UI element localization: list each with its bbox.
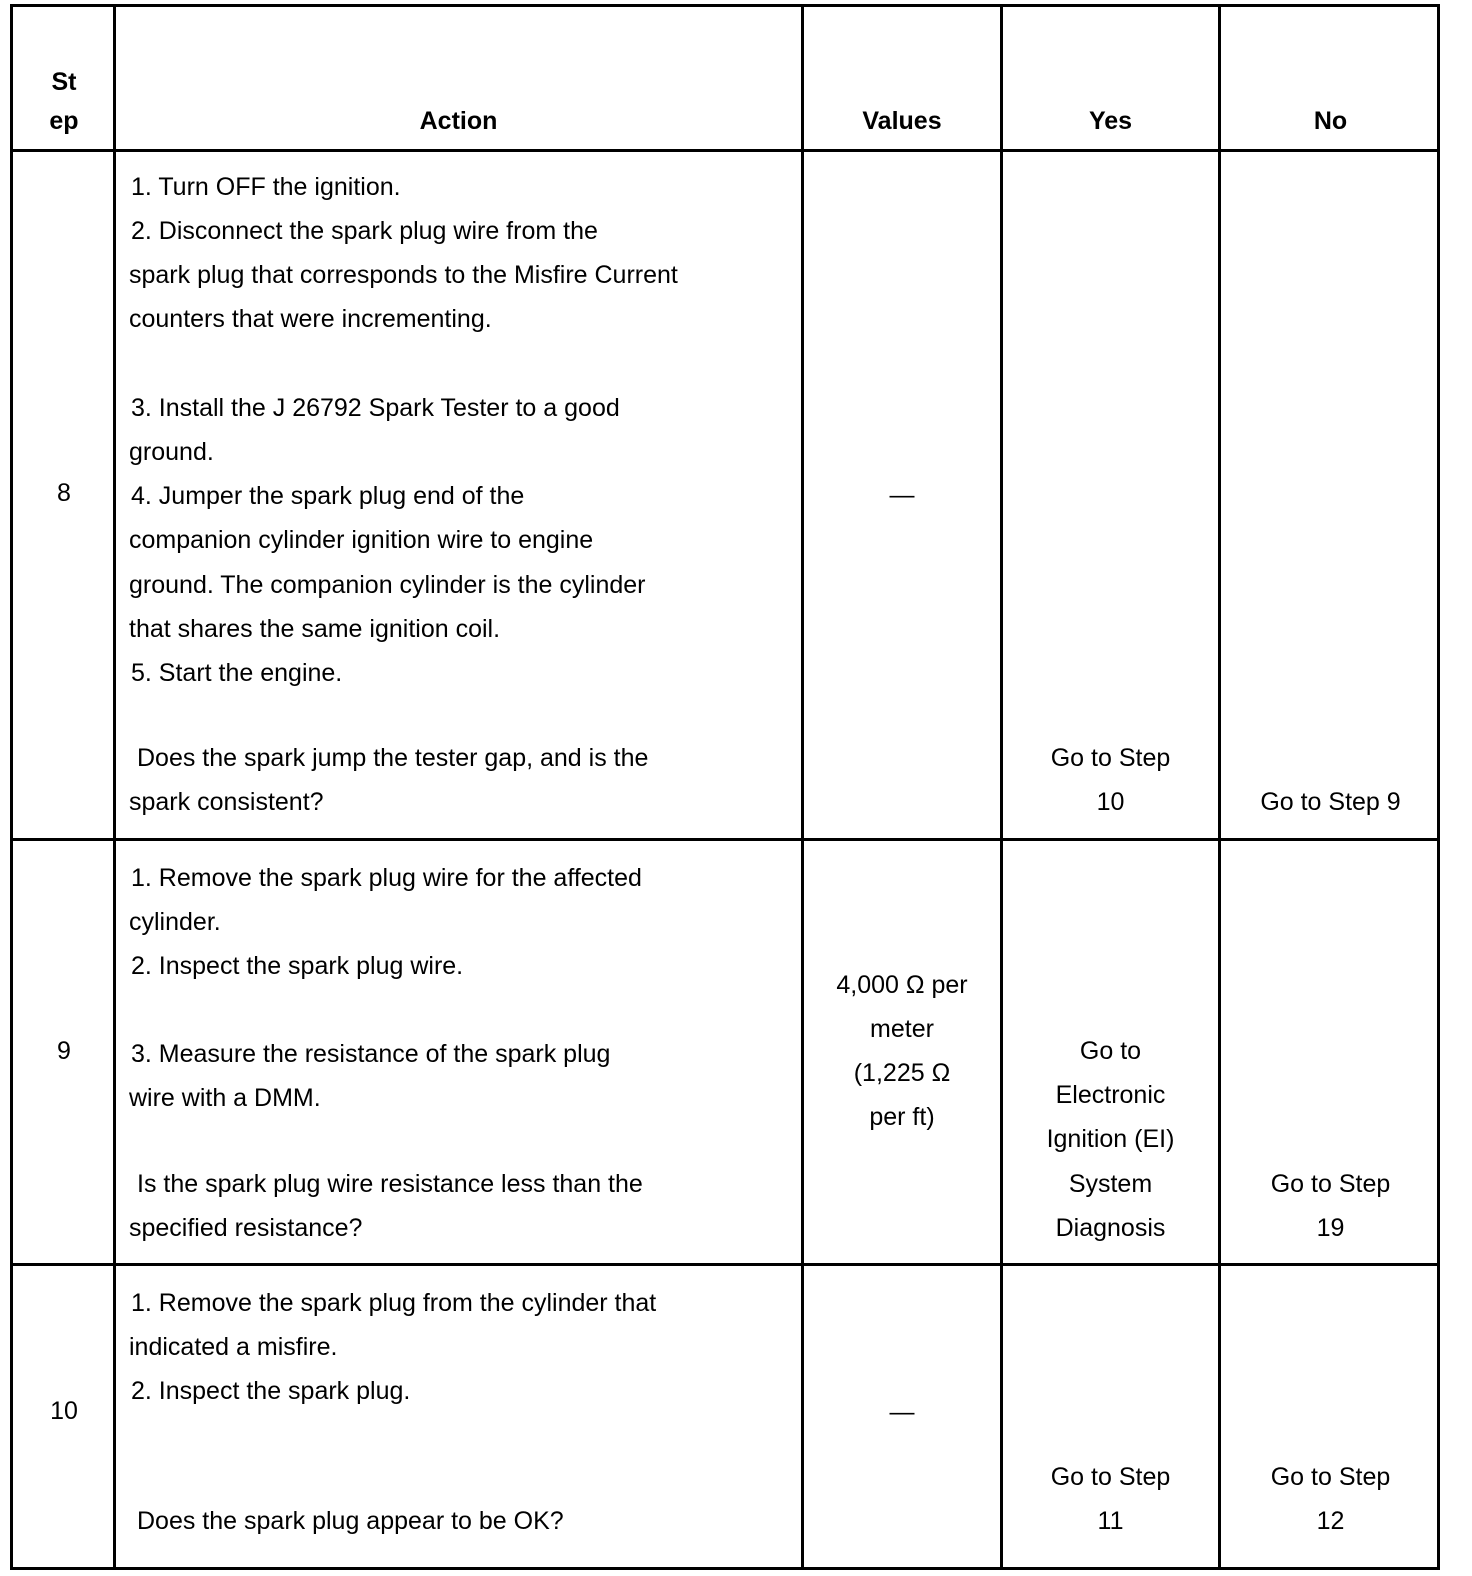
column-divider: [113, 7, 116, 1567]
row-divider: [13, 1263, 1437, 1266]
yes-cell: 11: [1097, 1507, 1124, 1535]
action-line: counters that were incrementing.: [129, 305, 492, 333]
action-line: 3. Install the J 26792 Spark Tester to a good: [131, 394, 620, 422]
value-cell: —: [889, 1398, 915, 1426]
header-values: Values: [862, 107, 942, 135]
action-line: 1. Remove the spark plug wire for the affected: [131, 864, 642, 892]
header-step-line1: St: [51, 68, 77, 96]
yes-cell: Go to: [1079, 1037, 1142, 1065]
action-question: Does the spark plug appear to be OK?: [137, 1507, 564, 1535]
header-step-line2: ep: [49, 107, 79, 135]
yes-cell: Ignition (EI): [1046, 1125, 1175, 1153]
diagnostic-table: [10, 4, 1440, 1570]
value-cell: 4,000 Ω per: [836, 971, 968, 999]
value-cell: per ft): [869, 1103, 935, 1131]
yes-cell: Diagnosis: [1055, 1214, 1166, 1242]
no-cell: 12: [1316, 1507, 1345, 1535]
action-line: ground.: [129, 438, 214, 466]
no-cell: Go to Step: [1270, 1170, 1391, 1198]
action-question: spark consistent?: [129, 788, 324, 816]
yes-cell: Go to Step: [1050, 744, 1171, 772]
value-cell: meter: [870, 1015, 934, 1043]
action-line: wire with a DMM.: [129, 1084, 321, 1112]
row-divider: [13, 838, 1437, 841]
action-line: ground. The companion cylinder is the cylinder: [129, 571, 646, 599]
value-cell: —: [889, 481, 915, 509]
action-line: that shares the same ignition coil.: [129, 615, 501, 643]
column-divider: [801, 7, 804, 1567]
action-question: Is the spark plug wire resistance less than the: [137, 1170, 643, 1198]
action-line: spark plug that corresponds to the Misfire Current: [129, 261, 678, 289]
action-line: cylinder.: [129, 908, 221, 936]
action-line: 2. Disconnect the spark plug wire from the: [131, 217, 598, 245]
action-line: 3. Measure the resistance of the spark plug: [131, 1040, 611, 1068]
yes-cell: Go to Step: [1050, 1463, 1171, 1491]
step-number: 9: [57, 1037, 71, 1065]
no-cell: Go to Step: [1270, 1463, 1391, 1491]
yes-cell: 10: [1096, 788, 1125, 816]
header-action: Action: [419, 107, 498, 135]
action-line: 4. Jumper the spark plug end of the: [131, 482, 525, 510]
yes-cell: System: [1068, 1170, 1153, 1198]
action-question: specified resistance?: [129, 1214, 363, 1242]
action-line: 2. Inspect the spark plug.: [131, 1377, 411, 1405]
step-number: 8: [57, 479, 71, 507]
action-line: 1. Remove the spark plug from the cylinder that: [131, 1289, 657, 1317]
action-line: 2. Inspect the spark plug wire.: [131, 952, 464, 980]
no-cell: Go to Step 9: [1260, 788, 1401, 816]
header-yes: Yes: [1088, 107, 1133, 135]
no-cell: 19: [1316, 1214, 1345, 1242]
action-line: companion cylinder ignition wire to engine: [129, 526, 594, 554]
yes-cell: Electronic: [1055, 1081, 1166, 1109]
step-number: 10: [50, 1397, 78, 1425]
value-cell: (1,225 Ω: [853, 1059, 951, 1087]
action-line: 5. Start the engine.: [131, 659, 343, 687]
header-no: No: [1313, 107, 1348, 135]
action-question: Does the spark jump the tester gap, and is the: [137, 744, 649, 772]
action-line: indicated a misfire.: [129, 1333, 338, 1361]
row-divider: [13, 149, 1437, 152]
action-line: 1. Turn OFF the ignition.: [131, 173, 401, 201]
